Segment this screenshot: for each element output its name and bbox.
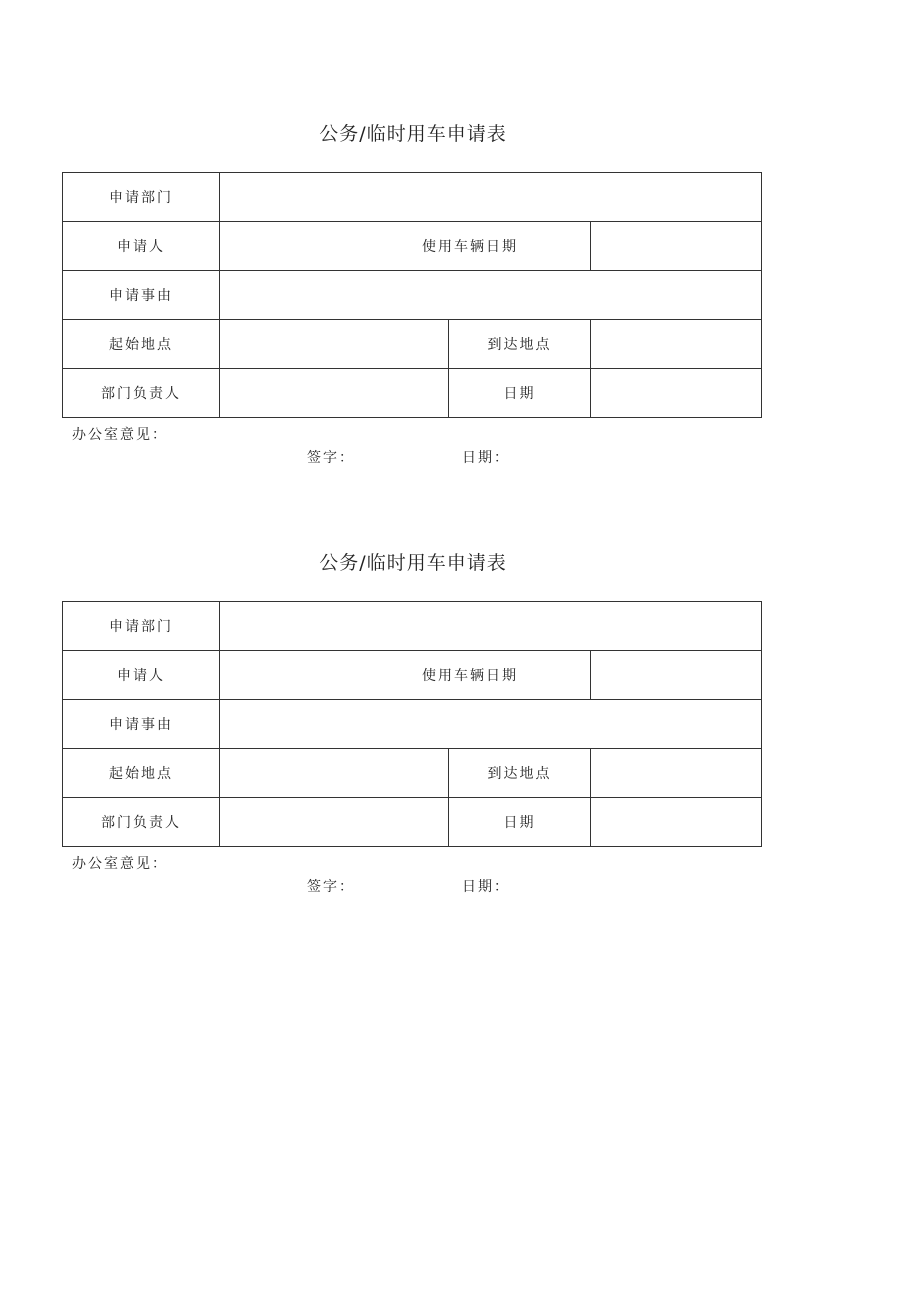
field-destination[interactable] — [591, 320, 762, 369]
row-places — [63, 320, 762, 369]
signature-label: 签字： — [307, 879, 355, 895]
field-destination[interactable] — [591, 749, 762, 798]
row-dept-head — [63, 798, 762, 847]
row-reason — [63, 700, 762, 749]
field-reason[interactable] — [220, 271, 762, 320]
label-applicant: 申请人 — [63, 651, 220, 700]
sign-date-label: 日期： — [462, 450, 510, 466]
form-title: 公务/临时用车申请表 — [319, 123, 507, 145]
form-table — [62, 172, 762, 418]
field-start-place[interactable] — [220, 320, 449, 369]
label-vehicle-date: 使用车辆日期 — [220, 651, 591, 700]
label-destination: 到达地点 — [449, 320, 591, 369]
form-table — [62, 601, 762, 847]
field-dept-head[interactable] — [220, 369, 449, 418]
label-date: 日期 — [449, 798, 591, 847]
row-applicant — [63, 222, 762, 271]
label-vehicle-date: 使用车辆日期 — [220, 222, 591, 271]
field-date[interactable] — [591, 369, 762, 418]
row-dept-head — [63, 369, 762, 418]
row-department — [63, 173, 762, 222]
label-destination: 到达地点 — [449, 749, 591, 798]
label-date: 日期 — [449, 369, 591, 418]
row-reason — [63, 271, 762, 320]
label-department: 申请部门 — [63, 173, 220, 222]
signature-label: 签字： — [307, 450, 355, 466]
form-title: 公务/临时用车申请表 — [319, 552, 507, 574]
label-dept-head: 部门负责人 — [63, 369, 220, 418]
sign-date-label: 日期： — [462, 879, 510, 895]
office-opinion-label: 办公室意见： — [72, 856, 168, 872]
label-reason: 申请事由 — [63, 271, 220, 320]
field-date[interactable] — [591, 798, 762, 847]
office-opinion-label: 办公室意见： — [72, 427, 168, 443]
field-reason[interactable] — [220, 700, 762, 749]
label-start-place: 起始地点 — [63, 320, 220, 369]
label-dept-head: 部门负责人 — [63, 798, 220, 847]
label-department: 申请部门 — [63, 602, 220, 651]
label-start-place: 起始地点 — [63, 749, 220, 798]
field-start-place[interactable] — [220, 749, 449, 798]
label-applicant: 申请人 — [63, 222, 220, 271]
field-department[interactable] — [220, 173, 762, 222]
row-applicant — [63, 651, 762, 700]
field-vehicle-date[interactable] — [591, 651, 762, 700]
field-vehicle-date[interactable] — [591, 222, 762, 271]
row-department — [63, 602, 762, 651]
field-dept-head[interactable] — [220, 798, 449, 847]
field-department[interactable] — [220, 602, 762, 651]
row-places — [63, 749, 762, 798]
label-reason: 申请事由 — [63, 700, 220, 749]
